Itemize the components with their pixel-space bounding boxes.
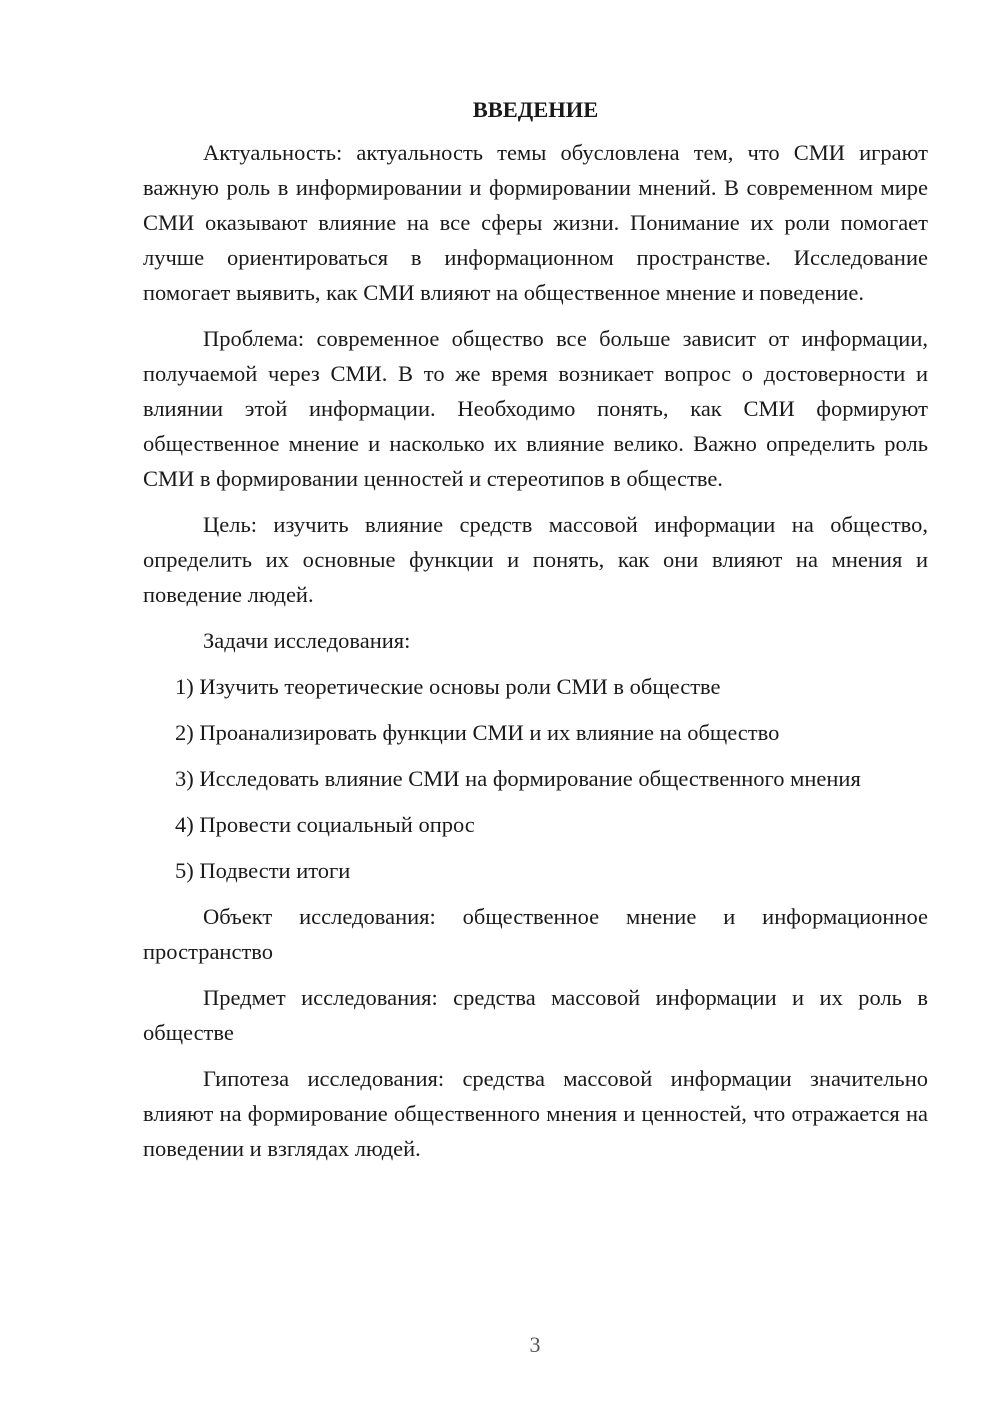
task-item: 5) Подвести итоги bbox=[175, 858, 351, 883]
task-item: 3) Исследовать влияние СМИ на формирование общественного мнения bbox=[175, 766, 861, 791]
paragraph-problem: Проблема: современное общество все больше зависит от информации, получаемой через СМИ. В то же время возникает вопрос о достоверности и влиянии этой информации. Необходимо понять, как СМИ формируют общественное мнение и насколько их влияние велико. Важно определить роль СМИ в формировании ценностей и стереотипов в обществе. bbox=[143, 326, 928, 491]
task-item: 1) Изучить теоретические основы роли СМИ в обществе bbox=[175, 674, 721, 699]
tasks-heading: Задачи исследования: bbox=[203, 628, 411, 653]
page-title: ВВЕДЕНИЕ bbox=[472, 97, 599, 122]
paragraph-relevance: Актуальность: актуальность темы обусловлена тем, что СМИ играют важную роль в информировании и формировании мнений. В современном мире СМИ оказывают влияние на все сферы жизни. Понимание их роли помогает лучше ориентироваться в информационном пространстве. Исследование помогает выявить, как СМИ влияют на общественное мнение и поведение. bbox=[143, 140, 928, 305]
page-number: 3 bbox=[529, 1332, 541, 1357]
paragraph-subject: Предмет исследования: средства массовой информации и их роль в обществе bbox=[143, 985, 928, 1045]
paragraph-hypothesis: Гипотеза исследования: средства массовой информации значительно влияют на формирование общественного мнения и ценностей, что отражается на поведении и взглядах людей. bbox=[143, 1066, 928, 1161]
document-page bbox=[143, 90, 928, 1177]
paragraph-object: Объект исследования: общественное мнение и информационное пространство bbox=[143, 904, 928, 964]
task-item: 4) Провести социальный опрос bbox=[175, 812, 475, 837]
task-item: 2) Проанализировать функции СМИ и их влияние на общество bbox=[175, 720, 780, 745]
paragraph-goal: Цель: изучить влияние средств массовой информации на общество, определить их основные функции и понять, как они влияют на мнения и поведение людей. bbox=[143, 512, 928, 607]
